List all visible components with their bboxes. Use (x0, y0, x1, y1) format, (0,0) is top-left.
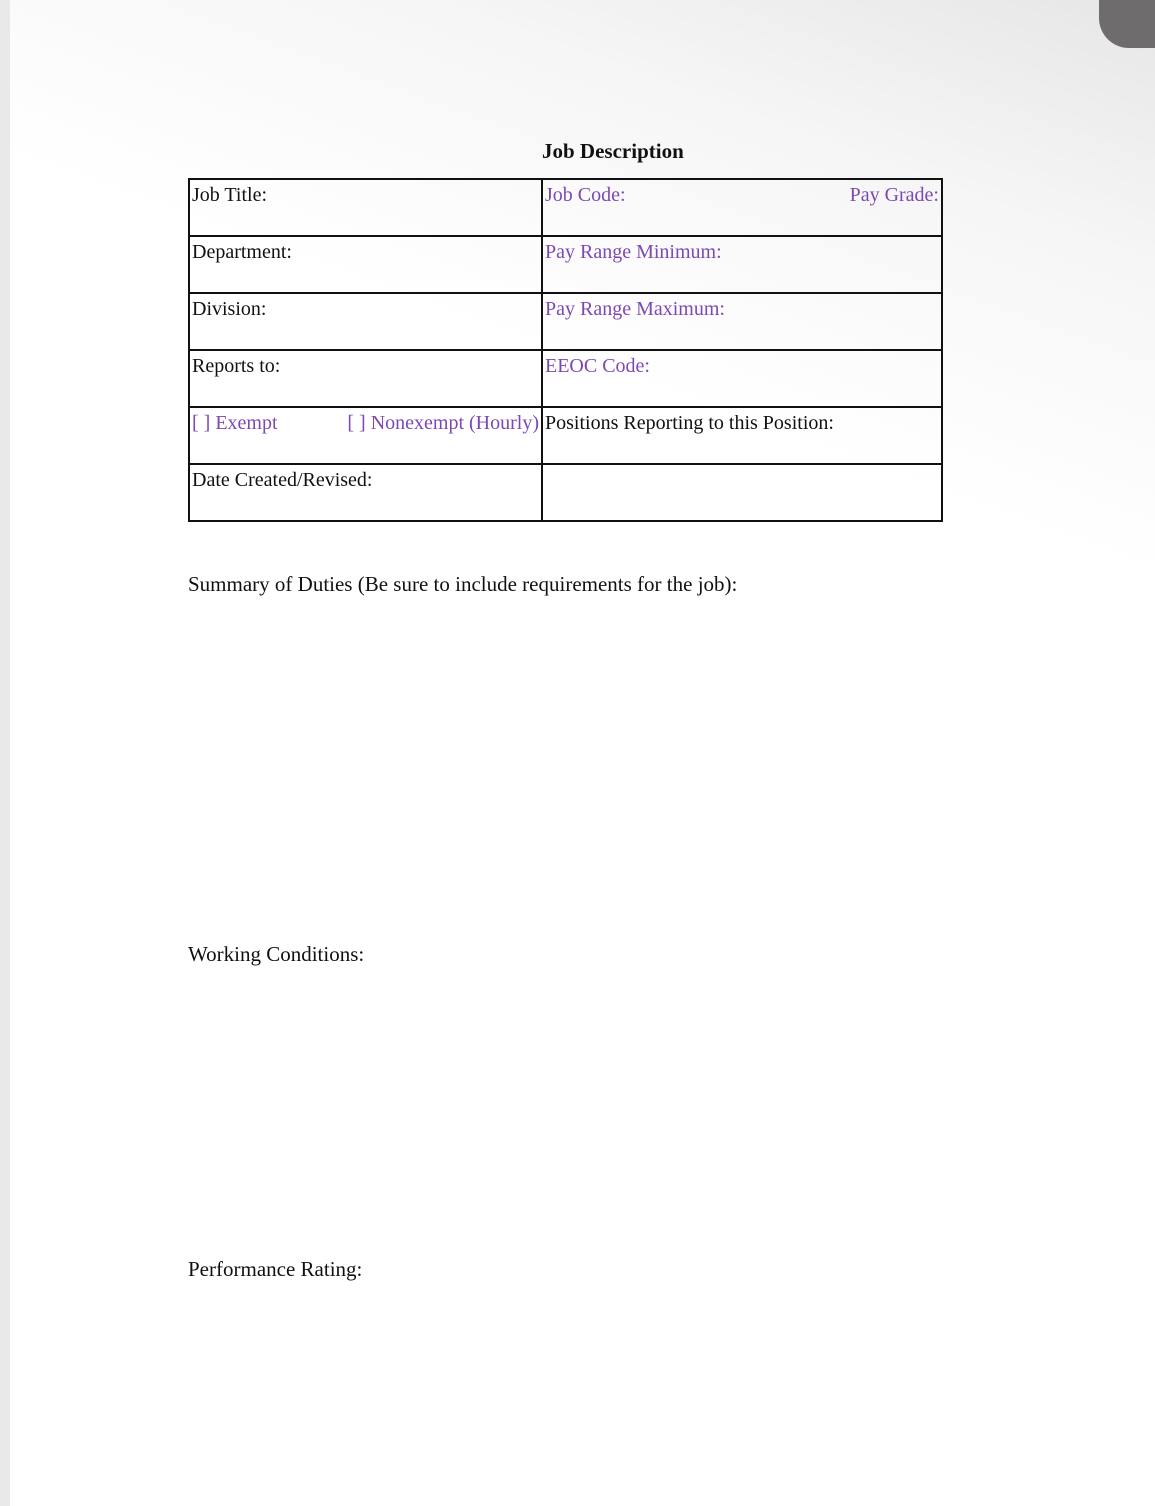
empty-cell (542, 464, 942, 521)
page-corner-tab[interactable] (1099, 0, 1155, 48)
document-page (10, 0, 1155, 1506)
pay-range-minimum-cell: Pay Range Minimum: (542, 236, 942, 293)
pay-grade-label: Pay Grade: (849, 184, 939, 206)
working-conditions-heading: Working Conditions: (188, 942, 365, 966)
pay-range-maximum-cell: Pay Range Maximum: (542, 293, 942, 350)
job-title-cell: Job Title: (189, 179, 542, 236)
date-created-revised-cell: Date Created/Revised: (189, 464, 542, 521)
performance-rating-heading: Performance Rating: (188, 1257, 363, 1281)
exempt-checkbox-label[interactable]: [ ] Exempt (192, 412, 278, 434)
table-row (189, 407, 942, 464)
table-row (189, 350, 942, 407)
nonexempt-checkbox-label[interactable]: [ ] Nonexempt (Hourly) (347, 412, 539, 434)
exemption-status-cell (189, 407, 542, 464)
table-row (189, 293, 942, 350)
positions-reporting-cell: Positions Reporting to this Position: (542, 407, 942, 464)
department-cell: Department: (189, 236, 542, 293)
reports-to-cell: Reports to: (189, 350, 542, 407)
job-code-pay-grade-cell (542, 179, 942, 236)
job-code-label: Job Code: (545, 184, 626, 206)
job-info-table (188, 178, 943, 522)
table-row (189, 179, 942, 236)
table-row (189, 236, 942, 293)
division-cell: Division: (189, 293, 542, 350)
eeoc-code-cell: EEOC Code: (542, 350, 942, 407)
summary-of-duties-heading: Summary of Duties (Be sure to include requirements for the job): (188, 572, 738, 596)
table-row (189, 464, 942, 521)
document-title: Job Description (542, 139, 684, 163)
